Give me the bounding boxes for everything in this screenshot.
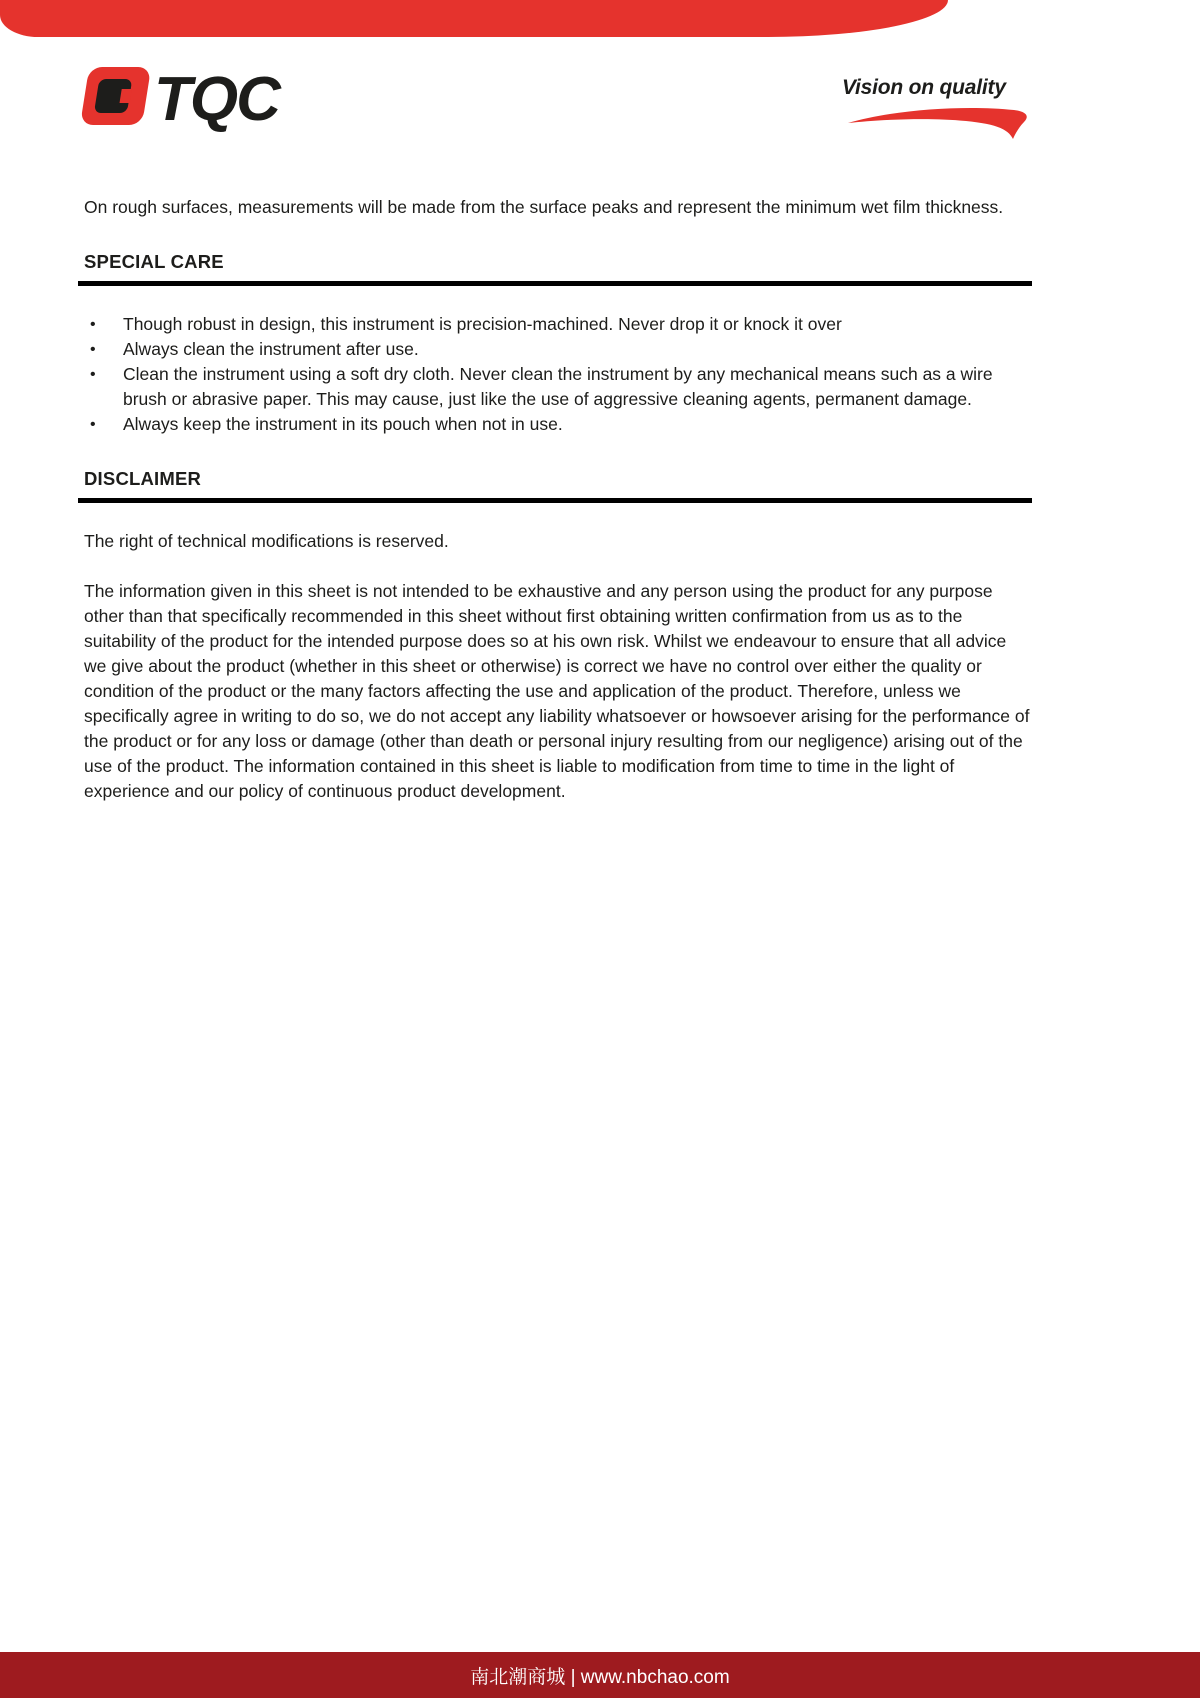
list-item-text: Clean the instrument using a soft dry cloth. Never clean the instrument by any mechanical means such as a wire brush or abrasive paper. This may cause, just like the use of aggressive cleaning agents, permanent damage. [123,364,993,409]
footer-text: 南北潮商城 | www.nbchao.com [470,1666,730,1688]
tagline-block [842,76,1032,143]
list-item [84,337,1032,362]
disclaimer-heading: DISCLAIMER [84,468,202,489]
list-item [84,312,1032,337]
special-care-list [84,312,1032,437]
tagline-text: Vision on quality [842,76,1006,99]
section-rule [78,498,1032,503]
section-rule [78,281,1032,286]
document-body [0,143,1200,804]
tagline-swoosh-icon [846,103,1032,143]
intro-paragraph: On rough surfaces, measurements will be made from the surface peaks and represent the minimum wet film thickness. [84,197,1004,217]
list-item-text: Though robust in design, this instrument is precision-machined. Never drop it or knock it over [123,314,842,334]
list-item-text: Always keep the instrument in its pouch when not in use. [123,414,563,434]
disclaimer-paragraph: The right of technical modifications is reserved. [84,531,449,551]
logo-text: TQC [154,65,279,132]
disclaimer-paragraph: The information given in this sheet is not intended to be exhaustive and any person using the product for any purpose other than that specifically recommended in this sheet without first obtaining written confirmation from us as to the suitability of the product for the intended purpose does so at his own risk. Whilst we endeavour to ensure that all advice we give about the product (whether in this sheet or otherwise) is correct we have no control over either the quality or condition of the product or the many factors affecting the use and application of the product. Therefore, unless we specifically agree in writing to do so, we do not accept any liability whatsoever or howsoever arising for the performance of the product or for any loss or damage (other than death or personal injury resulting from our negligence) arising out of the use of the product. The information contained in this sheet is liable to modification from time to time in the light of experience and our policy of continuous product development. [84,581,1030,801]
page-header [0,0,1200,143]
list-item-text: Always clean the instrument after use. [123,339,419,359]
list-item [84,412,1032,437]
tqc-logo-icon [74,62,334,132]
special-care-heading: SPECIAL CARE [84,251,224,272]
footer-bar [0,1652,1200,1698]
tqc-logo [74,62,334,132]
list-item [84,362,1032,412]
